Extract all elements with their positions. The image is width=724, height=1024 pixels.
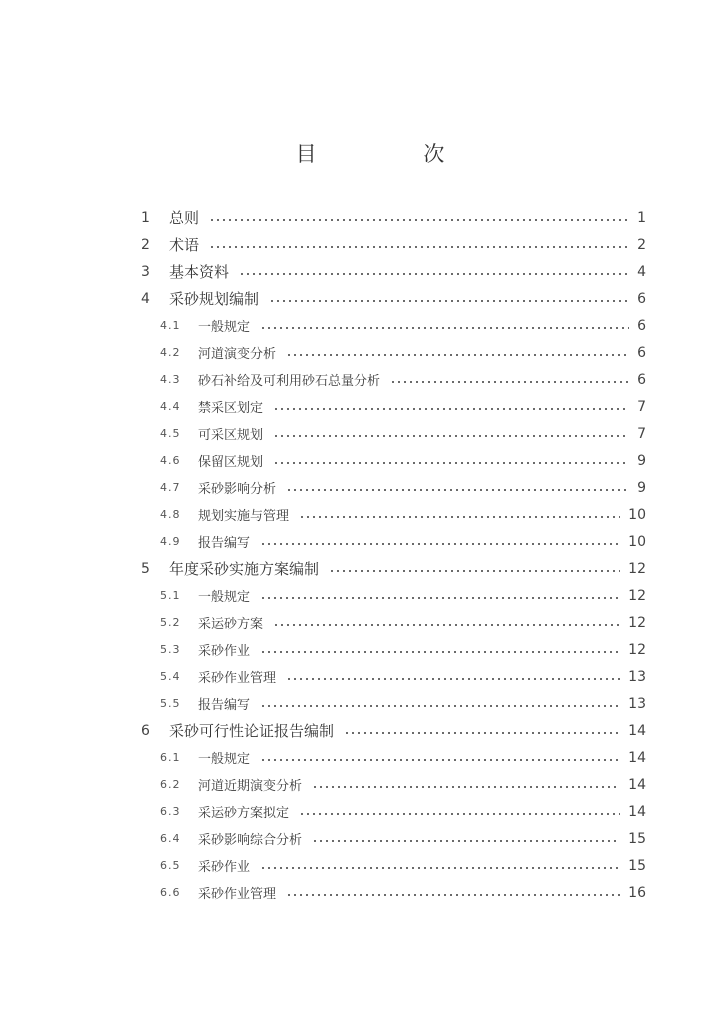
dot-leader: [273, 408, 629, 410]
toc-page-number: 6: [637, 317, 646, 334]
toc-chapter-entry[interactable]: [0, 231, 724, 258]
toc-page-number: 13: [628, 668, 646, 685]
dot-leader: [299, 813, 620, 815]
toc-page-number: 9: [637, 452, 646, 469]
table-of-contents: [0, 204, 724, 906]
toc-entry-title: 一般规定: [198, 752, 251, 767]
dot-leader: [286, 354, 629, 356]
toc-section-entry[interactable]: [0, 798, 724, 825]
dot-leader: [329, 570, 620, 572]
dot-leader: [312, 840, 620, 842]
toc-entry-number: 6.3: [160, 805, 181, 818]
toc-section-entry[interactable]: [0, 690, 724, 717]
toc-entry-number: 5.1: [160, 589, 181, 602]
dot-leader: [273, 435, 629, 437]
toc-entry-number: 4.4: [160, 400, 181, 413]
toc-entry-title: 采砂影响综合分析: [198, 833, 303, 848]
toc-page-number: 12: [628, 587, 646, 604]
toc-page-number: 15: [628, 830, 646, 847]
toc-entry-number: 4.3: [160, 373, 181, 386]
dot-leader: [260, 867, 620, 869]
dot-leader: [273, 462, 629, 464]
toc-section-entry[interactable]: [0, 663, 724, 690]
toc-entry-title: 河道近期演变分析: [198, 779, 303, 794]
toc-entry-number: 5: [141, 560, 150, 577]
toc-page-number: 4: [637, 263, 646, 280]
toc-page-number: 10: [628, 506, 646, 523]
toc-entry-number: 6.5: [160, 859, 181, 872]
toc-entry-title: 砂石补给及可利用砂石总量分析: [198, 374, 381, 389]
toc-section-entry[interactable]: [0, 501, 724, 528]
toc-section-entry[interactable]: [0, 744, 724, 771]
toc-entry-title: 报告编写: [198, 698, 251, 713]
toc-page-number: 7: [637, 425, 646, 442]
toc-entry-number: 4.8: [160, 508, 181, 521]
toc-entry-number: 6.4: [160, 832, 181, 845]
toc-entry-number: 5.5: [160, 697, 181, 710]
toc-entry-title: 采砂作业管理: [198, 671, 277, 686]
dot-leader: [299, 516, 620, 518]
toc-entry-title: 采砂影响分析: [198, 482, 277, 497]
toc-section-entry[interactable]: [0, 582, 724, 609]
toc-section-entry[interactable]: [0, 339, 724, 366]
page-title: 目 次: [295, 142, 495, 166]
dot-leader: [260, 705, 620, 707]
toc-entry-number: 5.4: [160, 670, 181, 683]
toc-entry-number: 1: [141, 209, 150, 226]
toc-entry-number: 4.9: [160, 535, 181, 548]
toc-entry-number: 2: [141, 236, 150, 253]
toc-page-number: 6: [637, 371, 646, 388]
toc-entry-title: 采砂作业: [198, 644, 251, 659]
dot-leader: [286, 678, 620, 680]
toc-page-number: 7: [637, 398, 646, 415]
toc-entry-title: 禁采区划定: [198, 401, 264, 416]
toc-page-number: 14: [628, 803, 646, 820]
toc-entry-title: 术语: [169, 236, 200, 254]
toc-entry-title: 一般规定: [198, 590, 251, 605]
toc-entry-number: 4.5: [160, 427, 181, 440]
toc-entry-title: 保留区规划: [198, 455, 264, 470]
toc-entry-number: 4.6: [160, 454, 181, 467]
toc-page-number: 13: [628, 695, 646, 712]
toc-chapter-entry[interactable]: [0, 555, 724, 582]
toc-chapter-entry[interactable]: [0, 717, 724, 744]
toc-entry-number: 3: [141, 263, 150, 280]
toc-entry-number: 5.2: [160, 616, 181, 629]
toc-page-number: 9: [637, 479, 646, 496]
toc-page-number: 14: [628, 722, 646, 739]
toc-entry-title: 总则: [169, 209, 200, 227]
toc-page-number: 12: [628, 560, 646, 577]
toc-entry-title: 采砂作业管理: [198, 887, 277, 902]
toc-page-number: 1: [637, 209, 646, 226]
toc-section-entry[interactable]: [0, 393, 724, 420]
toc-section-entry[interactable]: [0, 636, 724, 663]
toc-entry-number: 5.3: [160, 643, 181, 656]
toc-chapter-entry[interactable]: [0, 285, 724, 312]
toc-entry-title: 一般规定: [198, 320, 251, 335]
toc-page-number: 6: [637, 290, 646, 307]
toc-page-number: 12: [628, 614, 646, 631]
toc-page-number: 12: [628, 641, 646, 658]
dot-leader: [260, 759, 620, 761]
toc-page-number: 2: [637, 236, 646, 253]
toc-entry-number: 4.2: [160, 346, 181, 359]
dot-leader: [260, 651, 620, 653]
toc-section-entry[interactable]: [0, 852, 724, 879]
dot-leader: [312, 786, 620, 788]
toc-entry-number: 6: [141, 722, 150, 739]
toc-entry-title: 采运砂方案: [198, 617, 264, 632]
dot-leader: [269, 300, 629, 302]
toc-page-number: 6: [637, 344, 646, 361]
toc-entry-title: 采砂可行性论证报告编制: [169, 722, 335, 740]
toc-entry-title: 采砂规划编制: [169, 290, 260, 308]
toc-section-entry[interactable]: [0, 771, 724, 798]
toc-section-entry[interactable]: [0, 366, 724, 393]
toc-entry-title: 采运砂方案拟定: [198, 806, 290, 821]
toc-section-entry[interactable]: [0, 312, 724, 339]
toc-entry-number: 4: [141, 290, 150, 307]
dot-leader: [239, 273, 629, 275]
toc-entry-title: 可采区规划: [198, 428, 264, 443]
dot-leader: [390, 381, 629, 383]
toc-page-number: 14: [628, 749, 646, 766]
toc-chapter-entry[interactable]: [0, 258, 724, 285]
toc-entry-title: 年度采砂实施方案编制: [169, 560, 320, 578]
dot-leader: [286, 894, 620, 896]
toc-section-entry[interactable]: [0, 474, 724, 501]
toc-page-number: 15: [628, 857, 646, 874]
toc-section-entry[interactable]: [0, 879, 724, 906]
toc-entry-title: 河道演变分析: [198, 347, 277, 362]
dot-leader: [260, 543, 620, 545]
toc-entry-number: 4.7: [160, 481, 181, 494]
toc-section-entry[interactable]: [0, 528, 724, 555]
toc-entry-title: 规划实施与管理: [198, 509, 290, 524]
toc-entry-number: 6.2: [160, 778, 181, 791]
toc-entry-number: 4.1: [160, 319, 181, 332]
toc-section-entry[interactable]: [0, 447, 724, 474]
toc-entry-number: 6.6: [160, 886, 181, 899]
toc-page-number: 14: [628, 776, 646, 793]
dot-leader: [273, 624, 620, 626]
toc-section-entry[interactable]: [0, 609, 724, 636]
toc-section-entry[interactable]: [0, 420, 724, 447]
dot-leader: [260, 597, 620, 599]
toc-page-number: 16: [628, 884, 646, 901]
dot-leader: [344, 732, 620, 734]
toc-entry-title: 基本资料: [169, 263, 230, 281]
dot-leader: [260, 327, 629, 329]
toc-page-number: 10: [628, 533, 646, 550]
dot-leader: [286, 489, 629, 491]
toc-entry-title: 报告编写: [198, 536, 251, 551]
dot-leader: [209, 246, 629, 248]
toc-entry-title: 采砂作业: [198, 860, 251, 875]
dot-leader: [209, 219, 629, 221]
toc-chapter-entry[interactable]: [0, 204, 724, 231]
toc-section-entry[interactable]: [0, 825, 724, 852]
toc-entry-number: 6.1: [160, 751, 181, 764]
